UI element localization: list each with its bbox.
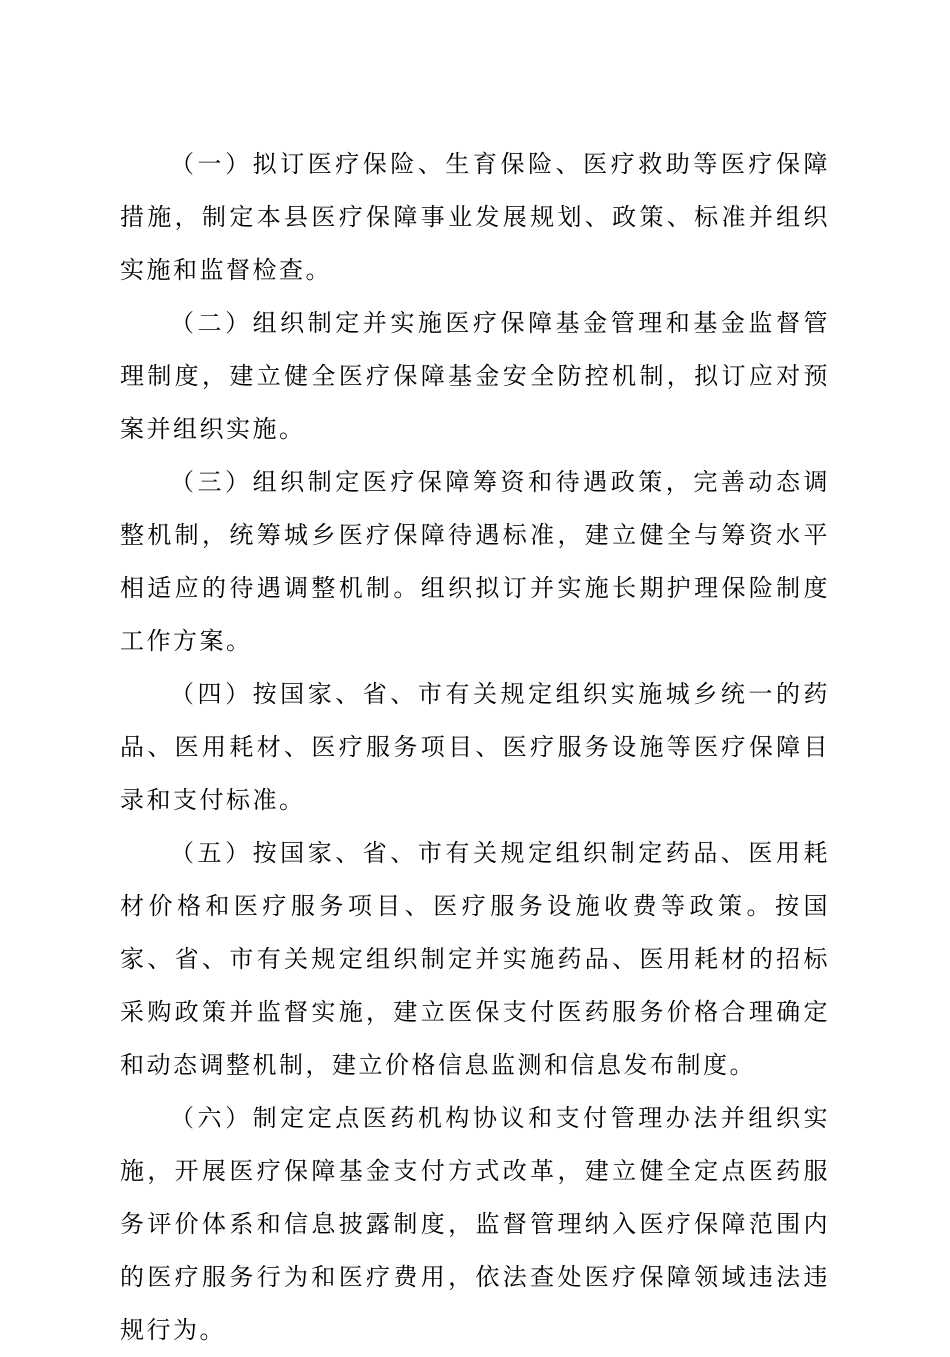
document-body bbox=[120, 138, 830, 1357]
paragraph-6: （六）制定定点医药机构协议和支付管理办法并组织实施，开展医疗保障基金支付方式改革，建立健全定点医药服务评价体系和信息披露制度，监督管理纳入医疗保障范围内的医疗服务行为和医疗费用，依法查处医疗保障领域违法违规行为。 bbox=[120, 1104, 830, 1344]
paragraph-5: （五）按国家、省、市有关规定组织制定药品、医用耗材价格和医疗服务项目、医疗服务设施收费等政策。按国家、省、市有关规定组织制定并实施药品、医用耗材的招标采购政策并监督实施，建立医保支付医药服务价格合理确定和动态调整机制，建立价格信息监测和信息发布制度。 bbox=[120, 839, 830, 1079]
paragraph-1: （一）拟订医疗保险、生育保险、医疗救助等医疗保障措施，制定本县医疗保障事业发展规划、政策、标准并组织实施和监督检查。 bbox=[120, 150, 830, 284]
paragraph-2: （二）组织制定并实施医疗保障基金管理和基金监督管理制度，建立健全医疗保障基金安全防控机制，拟订应对预案并组织实施。 bbox=[120, 309, 830, 443]
paragraph-4: （四）按国家、省、市有关规定组织实施城乡统一的药品、医用耗材、医疗服务项目、医疗服务设施等医疗保障目录和支付标准。 bbox=[120, 680, 830, 814]
paragraph-3: （三）组织制定医疗保障筹资和待遇政策，完善动态调整机制，统筹城乡医疗保障待遇标准，建立健全与筹资水平相适应的待遇调整机制。组织拟订并实施长期护理保险制度工作方案。 bbox=[120, 468, 830, 655]
